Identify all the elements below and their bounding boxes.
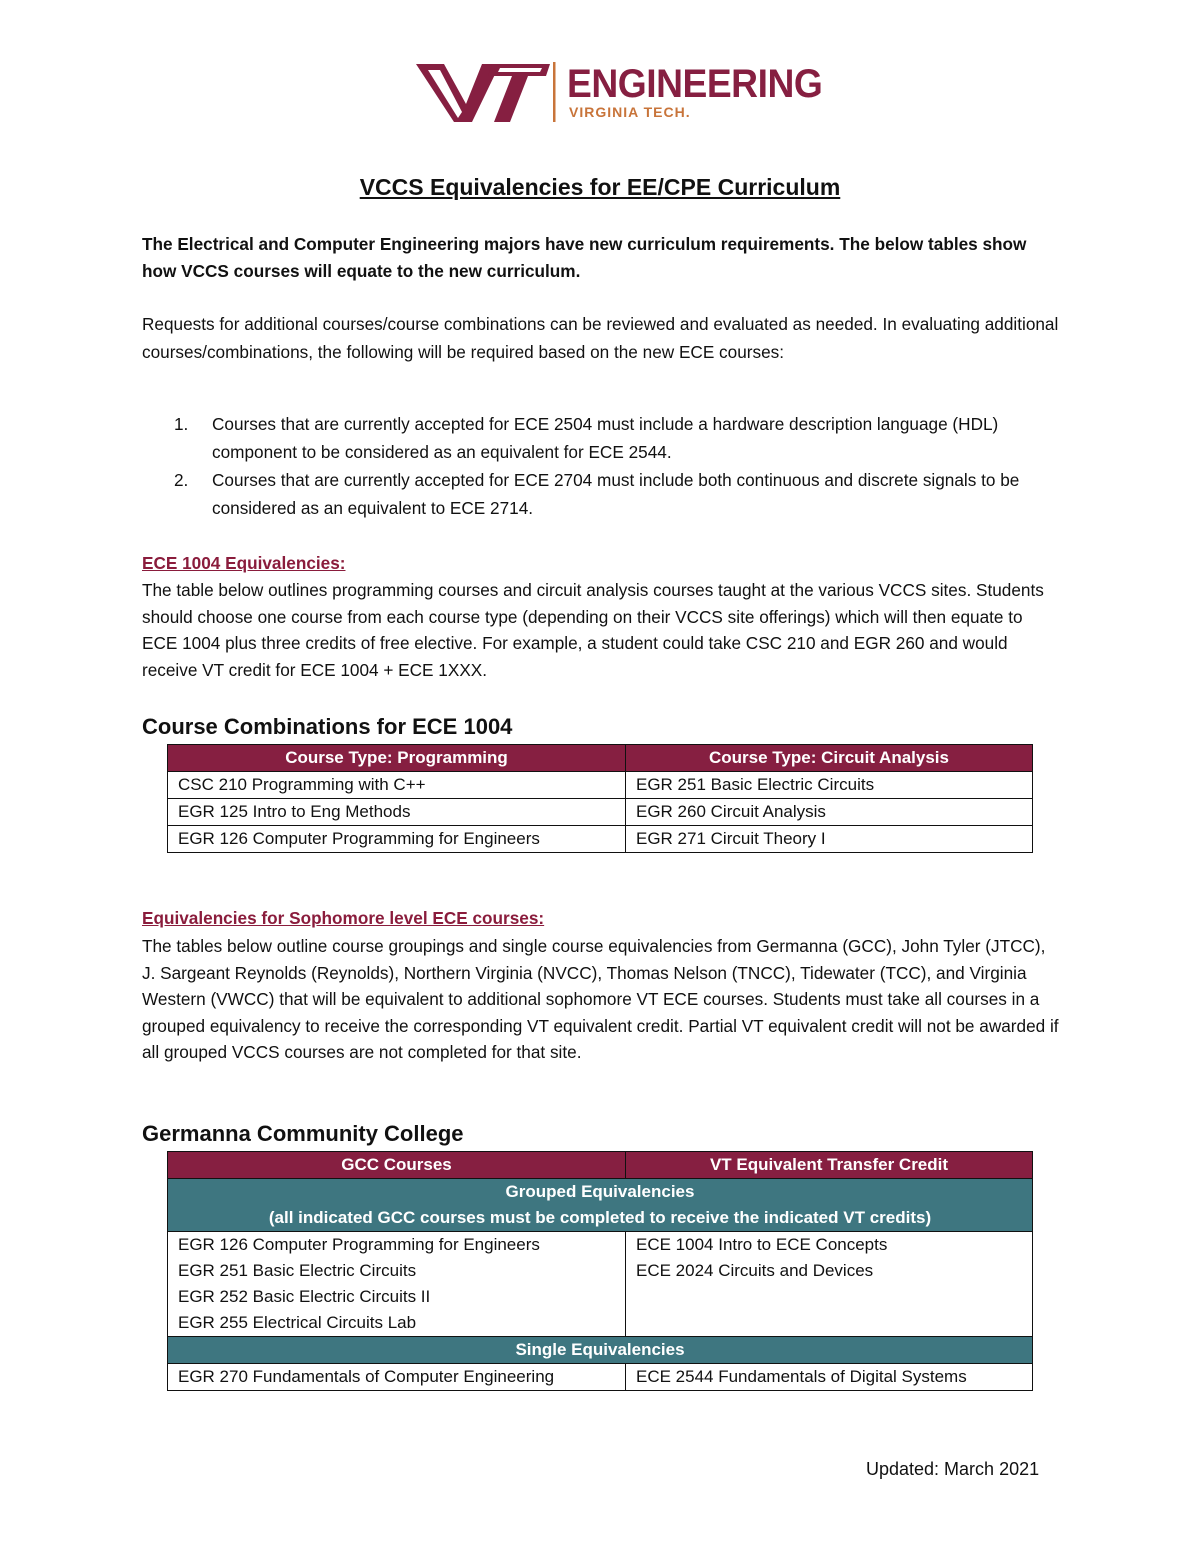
page-title: VCCS Equivalencies for EE/CPE Curriculum xyxy=(359,174,841,200)
course-line: EGR 255 Electrical Circuits Lab xyxy=(178,1313,417,1332)
table-row xyxy=(168,799,1033,826)
single-equivalencies-header: Single Equivalencies xyxy=(168,1337,1033,1364)
course-line: EGR 126 Computer Programming for Engineers xyxy=(178,1235,540,1254)
course-line: EGR 251 Basic Electric Circuits xyxy=(178,1261,417,1280)
table-cell: EGR 260 Circuit Analysis xyxy=(626,799,1033,826)
table-row xyxy=(168,1232,1033,1337)
table-row xyxy=(168,826,1033,853)
combo-table xyxy=(167,744,1033,853)
ece1004-paragraph: The table below outlines programming courses and circuit analysis courses taught at the various VCCS sites. Students should choose one course from each course type (depending on their VCCS site offerings) which will then equate to ECE 1004 plus three credits of free elective. For example, a student could take CSC 210 and EGR 260 and would receive VT credit for ECE 1004 + ECE 1XXX. xyxy=(142,580,1044,680)
logo-subtitle: VIRGINIA TECH. xyxy=(569,104,691,120)
requirements-list xyxy=(142,410,1062,522)
gcc-table xyxy=(167,1151,1033,1391)
course-line: EGR 252 Basic Electric Circuits II xyxy=(178,1287,431,1306)
list-number: 2. xyxy=(174,470,189,490)
grouped-equivalencies-header xyxy=(168,1179,1033,1232)
table-cell xyxy=(626,1232,1033,1337)
table-cell: CSC 210 Programming with C++ xyxy=(168,772,626,799)
table-header-row xyxy=(168,1152,1033,1179)
combo-table-title: Course Combinations for ECE 1004 xyxy=(142,714,513,739)
list-number: 1. xyxy=(174,414,189,434)
table-cell: EGR 271 Circuit Theory I xyxy=(626,826,1033,853)
table-cell: EGR 125 Intro to Eng Methods xyxy=(168,799,626,826)
grouped-label: Grouped Equivalencies xyxy=(505,1182,695,1201)
list-text: Courses that are currently accepted for ECE 2504 must include a hardware description language (HDL) component to be considered as an equivalent for ECE 2544. xyxy=(212,414,999,462)
table-header-row xyxy=(168,745,1033,772)
gcc-table-title: Germanna Community College xyxy=(142,1121,464,1146)
table-cell xyxy=(168,1232,626,1337)
table-header: Course Type: Programming xyxy=(168,745,626,772)
sophomore-heading: Equivalencies for Sophomore level ECE courses: xyxy=(142,908,545,928)
table-cell: EGR 251 Basic Electric Circuits xyxy=(626,772,1033,799)
single-header-row xyxy=(168,1337,1033,1364)
updated-date: Updated: March 2021 xyxy=(866,1459,1040,1479)
list-item xyxy=(142,410,1062,466)
list-item xyxy=(142,466,1062,522)
table-cell: ECE 2544 Fundamentals of Digital Systems xyxy=(626,1364,1033,1391)
intro-paragraph: The Electrical and Computer Engineering majors have new curriculum requirements. The below tables show how VCCS courses will equate to the new curriculum. xyxy=(142,234,1027,281)
table-header: Course Type: Circuit Analysis xyxy=(626,745,1033,772)
table-cell: EGR 270 Fundamentals of Computer Engineering xyxy=(168,1364,626,1391)
table-cell: EGR 126 Computer Programming for Engineers xyxy=(168,826,626,853)
sophomore-paragraph: The tables below outline course groupings and single course equivalencies from Germanna (GCC), John Tyler (JTCC), J. Sargeant Reynolds (Reynolds), Northern Virginia (NVCC), Thomas Nelson (TNCC), Tidewater (TCC), and Virginia Western (VWCC) that will be equivalent to additional sophomore VT ECE courses. Students must take all courses in a grouped equivalency to receive the corresponding VT equivalent credit. Partial VT equivalent credit will not be awarded if all grouped VCCS courses are not completed for that site. xyxy=(142,936,1059,1062)
grouped-note: (all indicated GCC courses must be completed to receive the indicated VT credits) xyxy=(268,1208,932,1227)
grouped-header-row xyxy=(168,1179,1033,1232)
table-row xyxy=(168,772,1033,799)
vt-engineering-logo xyxy=(414,60,823,128)
course-line: ECE 2024 Circuits and Devices xyxy=(636,1261,874,1280)
list-text: Courses that are currently accepted for ECE 2704 must include both continuous and discrete signals to be considered as an equivalent to ECE 2714. xyxy=(212,470,1020,518)
requests-paragraph: Requests for additional courses/course combinations can be reviewed and evaluated as needed. In evaluating additional courses/combinations, the following will be required based on the new ECE courses: xyxy=(142,314,1059,362)
table-header: GCC Courses xyxy=(168,1152,626,1179)
table-row xyxy=(168,1364,1033,1391)
course-line: ECE 1004 Intro to ECE Concepts xyxy=(636,1235,888,1254)
table-header: VT Equivalent Transfer Credit xyxy=(626,1152,1033,1179)
ece1004-heading: ECE 1004 Equivalencies: xyxy=(142,553,346,573)
logo-wordmark: ENGINEERING xyxy=(567,62,823,106)
